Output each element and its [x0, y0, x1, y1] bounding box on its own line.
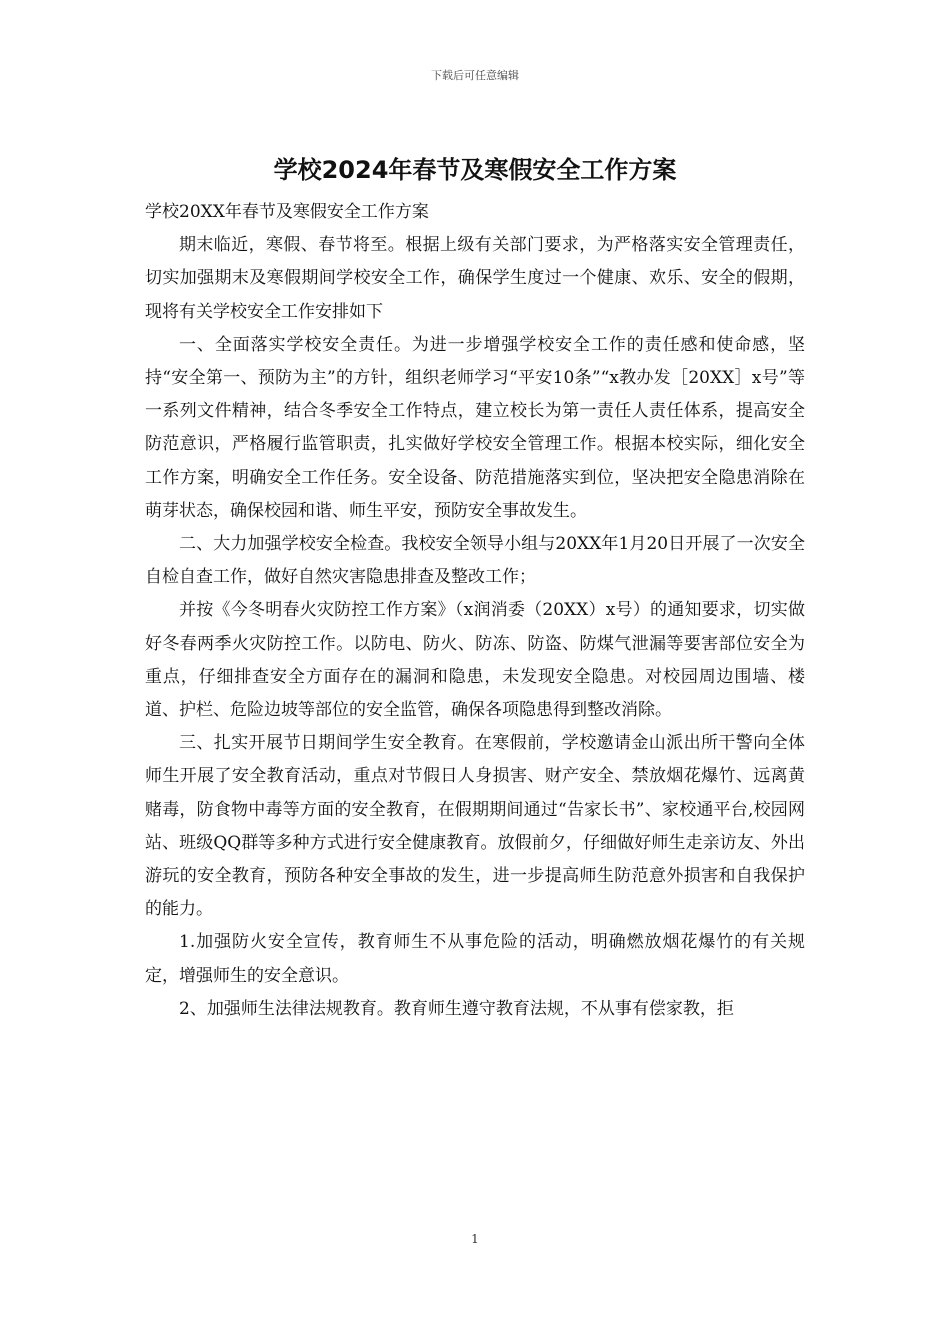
- paragraph-section-2: 二、大力加强学校安全检查。我校安全领导小组与20XX年1月20日开展了一次安全自检自查工作，做好自然灾害隐患排查及整改工作；: [145, 534, 805, 588]
- paragraph-item-1: 1.加强防火安全宣传，教育师生不从事危险的活动，明确燃放烟花爆竹的有关规定，增强师生的安全意识。: [145, 932, 805, 986]
- page-number: 1: [471, 1232, 479, 1246]
- paragraph-subtitle: 学校20XX年春节及寒假安全工作方案: [145, 202, 429, 222]
- document-body: [145, 196, 805, 1026]
- paragraph-intro: 期末临近，寒假、春节将至。根据上级有关部门要求，为严格落实安全管理责任，切实加强期末及寒假期间学校安全工作，确保学生度过一个健康、欢乐、安全的假期，现将有关学校安全工作安排如下: [145, 235, 805, 322]
- document-title: 学校2024年春节及寒假安全工作方案: [273, 156, 677, 184]
- header-note: 下载后可任意编辑: [431, 69, 519, 82]
- paragraph-section-1: 一、全面落实学校安全责任。为进一步增强学校安全工作的责任感和使命感，坚持“安全第一、预防为主”的方针，组织老师学习“平安10条”“x教办发［20XX］x号”等一系列文件精神，结合冬季安全工作特点，建立校长为第一责任人责任体系，提高安全防范意识，严格履行监管职责，扎实做好学校安全管理工作。根据本校实际，细化安全工作方案，明确安全工作任务。安全设备、防范措施落实到位，坚决把安全隐患消除在萌芽状态，确保校园和谐、师生平安，预防安全事故发生。: [145, 334, 805, 521]
- paragraph-item-2: 2、加强师生法律法规教育。教育师生遵守教育法规，不从事有偿家教，拒: [179, 998, 734, 1019]
- paragraph-section-3: 三、扎实开展节日期间学生安全教育。在寒假前，学校邀请金山派出所干警向全体师生开展了安全教育活动，重点对节假日人身损害、财产安全、禁放烟花爆竹、远离黄赌毒，防食物中毒等方面的安全教育，在假期期间通过“告家长书”、家校通平台,校园网站、班级QQ群等多种方式进行安全健康教育。放假前夕，仔细做好师生走亲访友、外出游玩的安全教育，预防各种安全事故的发生，进一步提高师生防范意外损害和自我保护的能力。: [145, 733, 805, 920]
- paragraph-section-2-cont: 并按《今冬明春火灾防控工作方案》（x润消委（20XX）x号）的通知要求，切实做好冬春两季火灾防控工作。以防电、防火、防冻、防盗、防煤气泄漏等要害部位安全为重点，仔细排查安全方面存在的漏洞和隐患，未发现安全隐患。对校园周边围墙、楼道、护栏、危险边坡等部位的安全监管，确保各项隐患得到整改消除。: [145, 600, 805, 721]
